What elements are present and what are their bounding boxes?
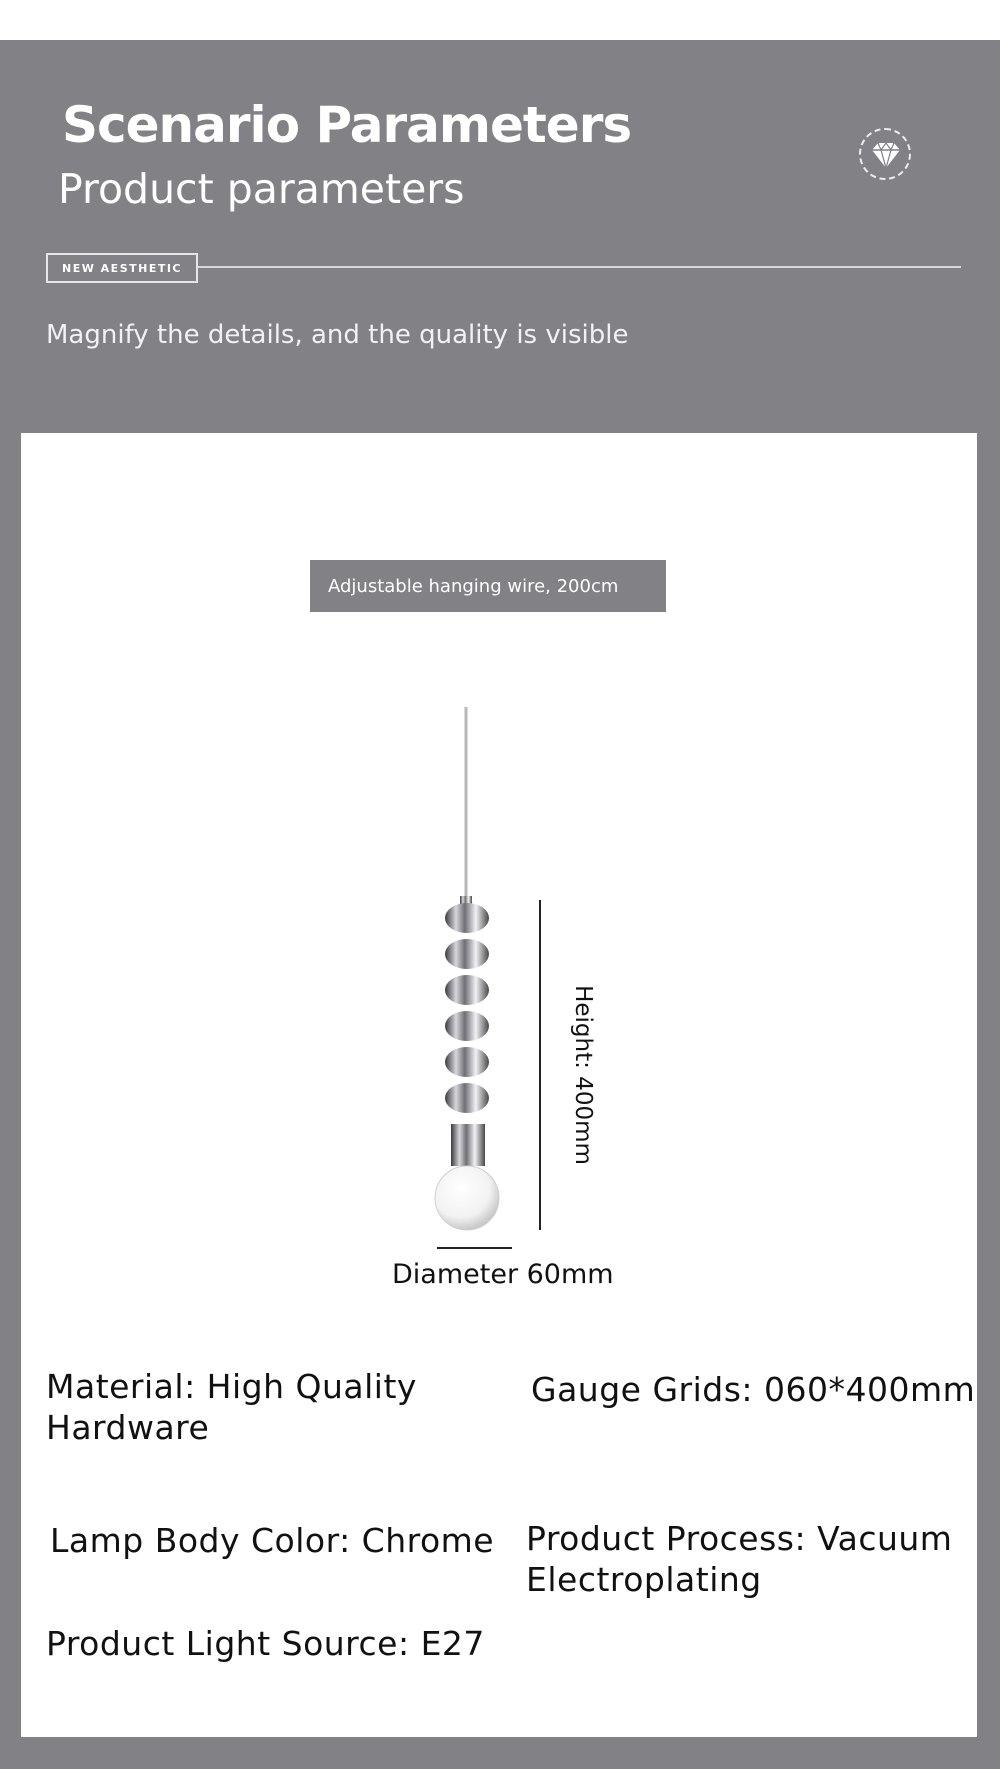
diameter-dimension-line <box>437 1247 512 1249</box>
param-lamp-body-color: Lamp Body Color: Chrome <box>50 1521 495 1560</box>
diameter-label: Diameter 60mm <box>392 1259 614 1290</box>
height-label: Height: 400mm <box>570 985 596 1165</box>
diamond-badge <box>859 128 911 180</box>
diamond-icon <box>871 141 901 169</box>
page-subtitle: Product parameters <box>58 165 465 213</box>
tagline: Magnify the details, and the quality is visible <box>46 320 629 350</box>
param-product-process: Product Process: Vacuum Electroplating <box>526 1519 953 1599</box>
param-light-source: Product Light Source: E27 <box>46 1624 485 1663</box>
param-gauge-grids: Gauge Grids: 060*400mm <box>531 1370 976 1409</box>
pendant-lamp-icon <box>420 700 520 1240</box>
page-title: Scenario Parameters <box>62 96 632 154</box>
param-material: Material: High Quality Hardware <box>46 1367 417 1447</box>
wire-label: Adjustable hanging wire, 200cm <box>310 560 666 612</box>
height-dimension-line <box>539 900 541 1230</box>
aesthetic-tag: NEW AESTHETIC <box>46 253 198 283</box>
divider-line <box>198 266 961 268</box>
